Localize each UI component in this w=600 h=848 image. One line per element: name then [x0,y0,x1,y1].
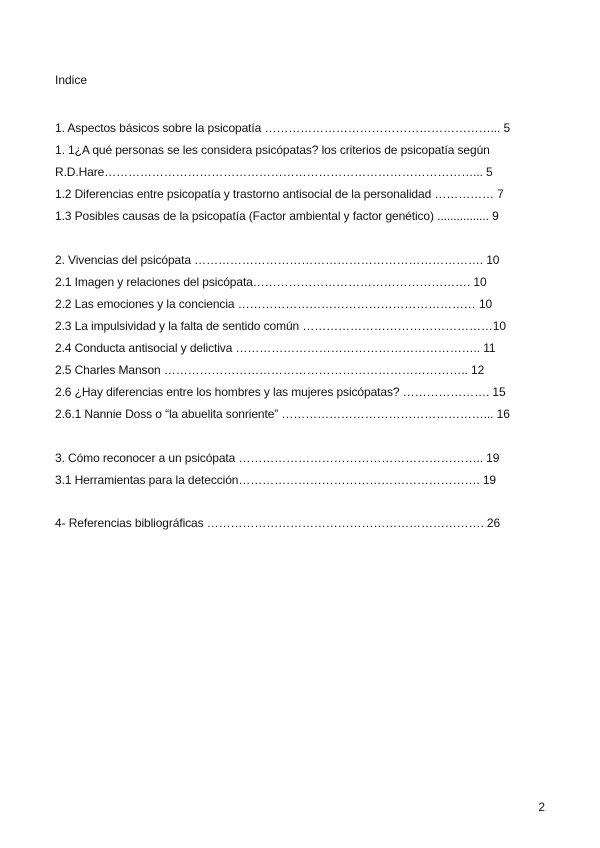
toc-entry-2-2: 2.2 Las emociones y la conciencia …………………………………………………… 10 [55,297,493,311]
toc-entry-2-3: 2.3 La impulsividad y la falta de sentido común …………………………………………10 [55,319,506,333]
toc-entry-3: 3. Cómo reconocer a un psicópata …………………………………………………….. 19 [55,451,500,465]
toc-entry-2-5: 2.5 Charles Manson ………………………………………………………………….. 12 [55,363,485,377]
toc-entry-4: 4- Referencias bibliográficas ……………………………………………………………. 26 [55,516,501,530]
toc-entry-1: 1. Aspectos básicos sobre la psicopatía …………………………………………………... 5 [55,121,511,135]
page-number: 2 [538,800,545,814]
toc-entry-2-6: 2.6 ¿Hay diferencias entre los hombres y las mujeres psicópatas? …………………. 15 [55,385,506,399]
toc-entry-2-4: 2.4 Conducta antisocial y delictiva …………………………………………………….. 11 [55,341,496,355]
toc-entry-2-1: 2.1 Imagen y relaciones del psicópata………………………………………………. 10 [55,275,487,289]
toc-entry-3-1: 3.1 Herramientas para la detección……………………………………………………. 19 [55,473,496,487]
toc-entry-2-6-1: 2.6.1 Nannie Doss o “la abuelita sonriente” ……………………………………………... 16 [55,407,510,421]
toc-entry-1-1-line-1: 1. 1¿A qué personas se les considera psicópatas? los criterios de psicopatía según [55,143,490,157]
toc-heading: Indice [55,73,88,87]
toc-entry-1-1-line-2: R.D.Hare…………………………………………………………………………………... 5 [55,165,493,179]
toc-entry-2: 2. Vivencias del psicópata ………………………………………………………………. 10 [55,253,500,267]
toc-entry-1-2: 1.2 Diferencias entre psicopatía y trastorno antisocial de la personalidad …………… 7 [55,187,504,201]
toc-entry-1-3: 1.3 Posibles causas de la psicopatía (Factor ambiental y factor genético) ................ 9 [55,209,499,223]
